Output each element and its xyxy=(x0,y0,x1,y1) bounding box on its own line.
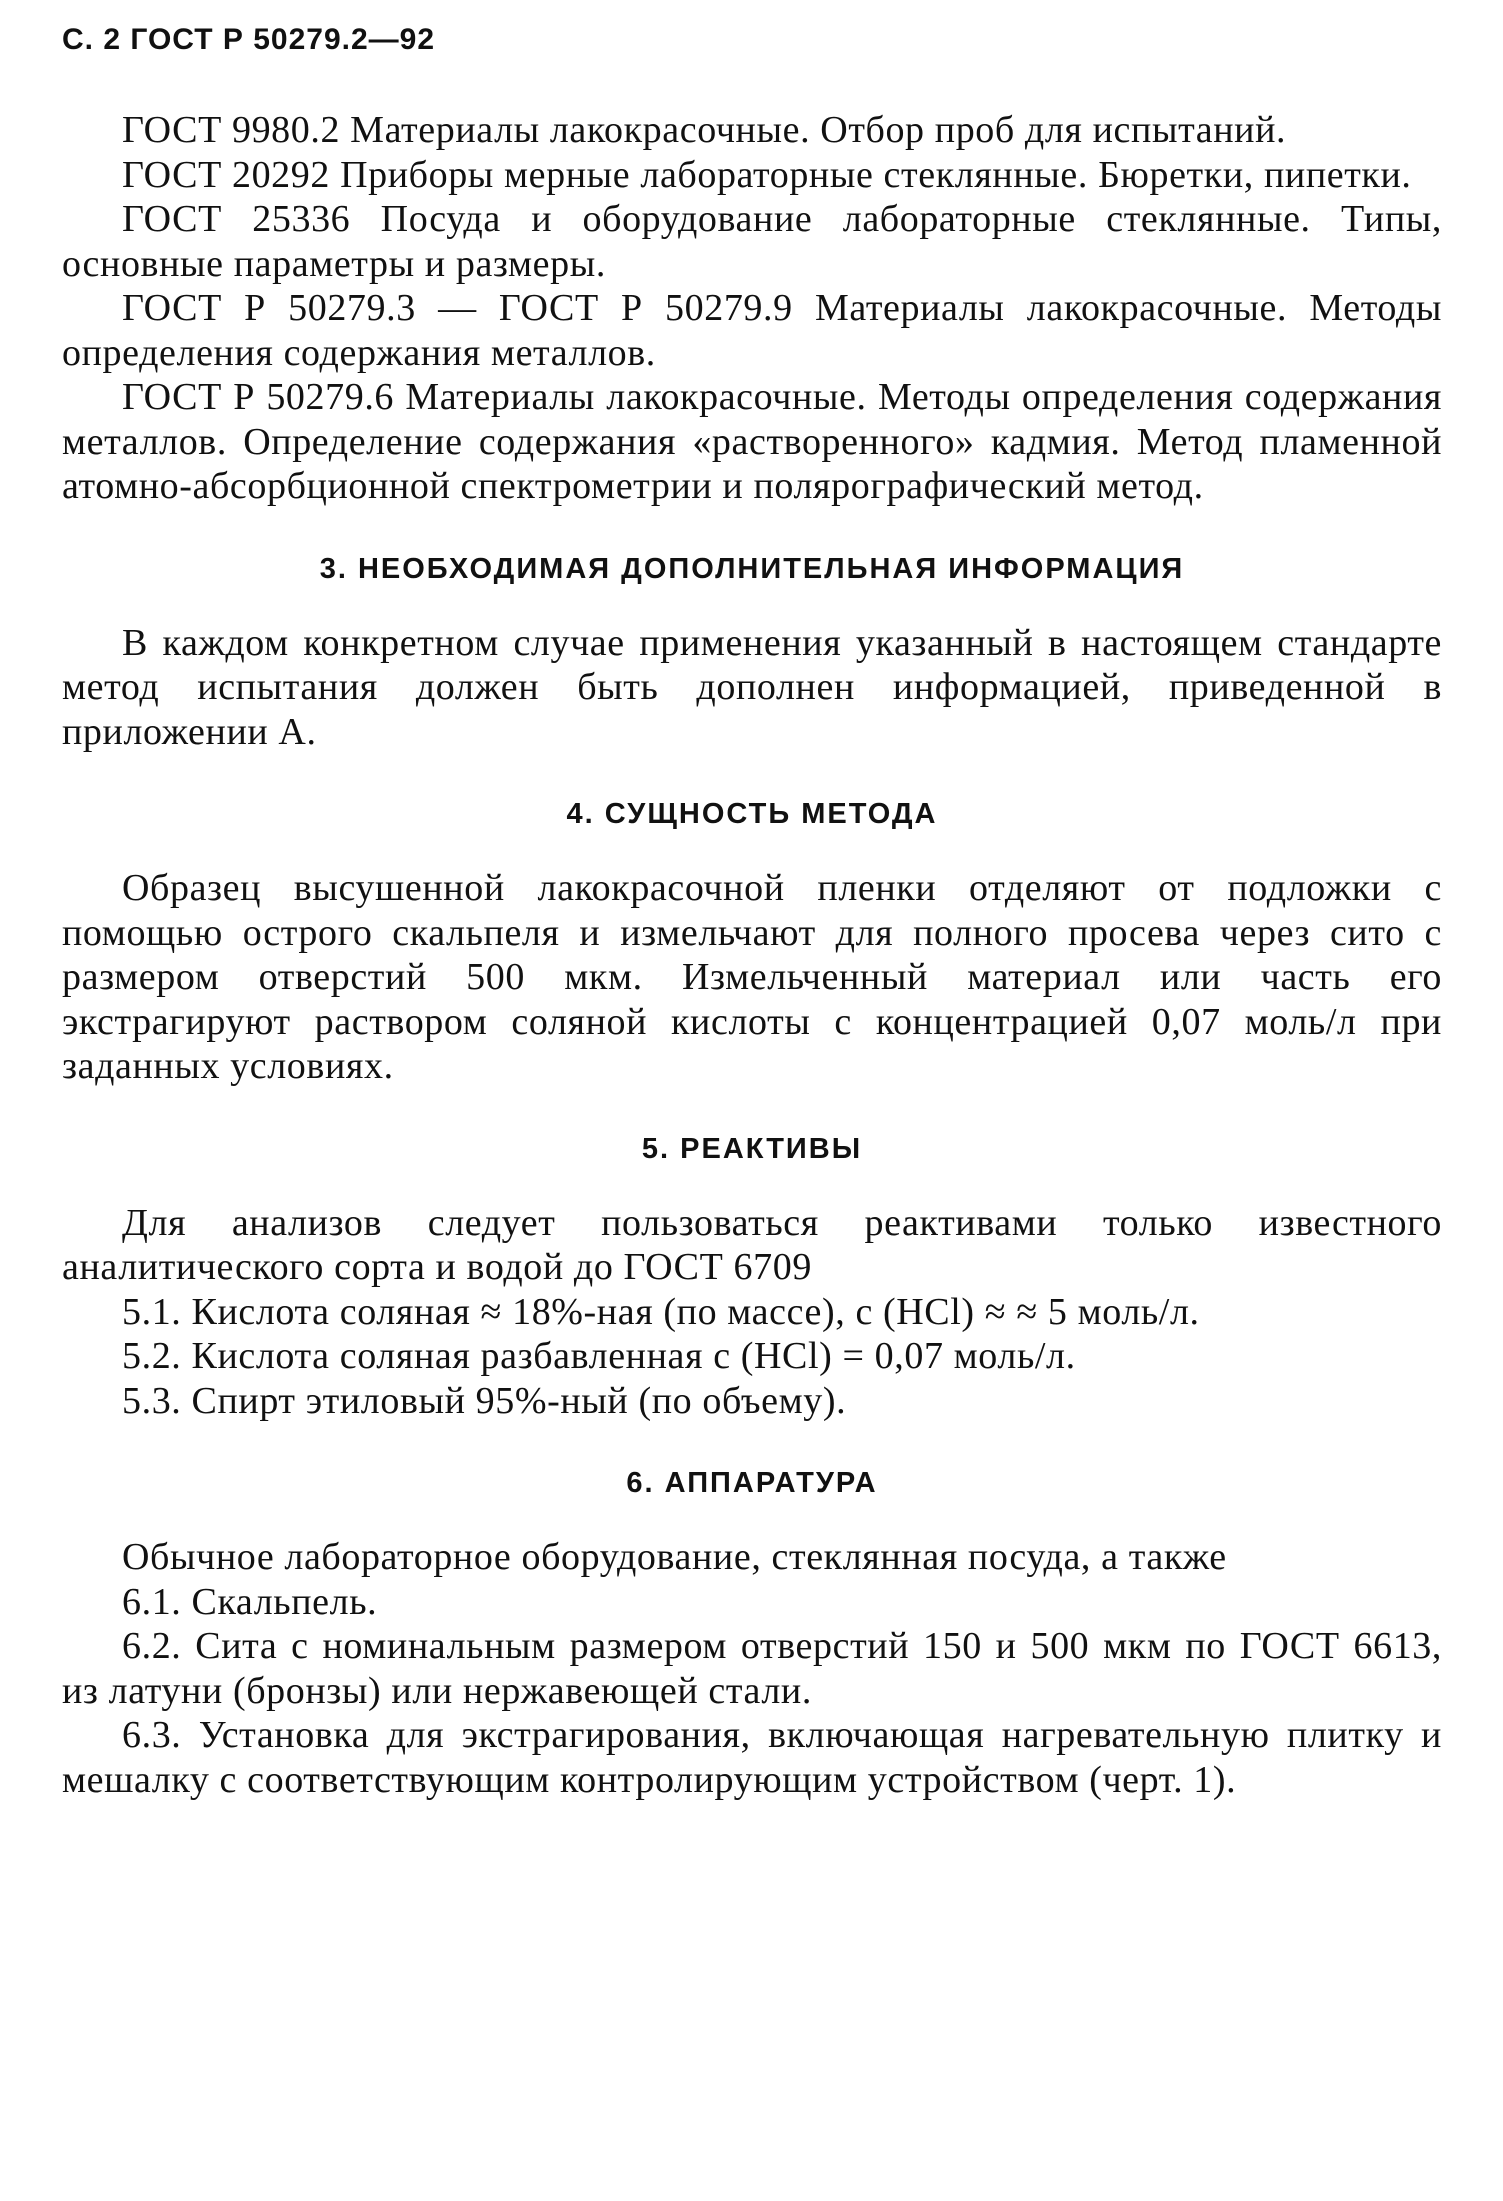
reference-item: ГОСТ Р 50279.3 — ГОСТ Р 50279.9 Материалы лакокрасочные. Методы определения содержания металлов. xyxy=(62,287,1442,374)
reference-item: ГОСТ 25336 Посуда и оборудование лабораторные стеклянные. Типы, основные параметры и размеры. xyxy=(62,198,1442,285)
running-head: С. 2 ГОСТ Р 50279.2—92 xyxy=(62,23,436,56)
section-3-text: В каждом конкретном случае применения указанный в настоящем стандарте метод испытания должен быть дополнен информацией, приведенной в приложении А. xyxy=(62,621,1442,753)
reference-item: ГОСТ Р 50279.6 Материалы лакокрасочные. Методы определения содержания металлов. Определение содержания «растворенного» кадмия. Метод пламенной атомно-абсорбционной спектрометрии и полярографический метод. xyxy=(62,376,1442,507)
section-5-intro: Для анализов следует пользоваться реактивами только известного аналитического сорта и водой до ГОСТ 6709 xyxy=(62,1201,1442,1288)
document-page xyxy=(62,22,1442,1802)
section-5-item: 5.1. Кислота соляная ≈ 18%-ная (по массе), с (HCl) ≈ ≈ 5 моль/л. xyxy=(122,1290,1200,1333)
section-3-heading: 3. НЕОБХОДИМАЯ ДОПОЛНИТЕЛЬНАЯ ИНФОРМАЦИЯ xyxy=(319,552,1185,585)
section-6-item: 6.3. Установка для экстрагирования, включающая нагревательную плитку и мешалку с соответствующим контролирующим устройством (черт. 1). xyxy=(62,1714,1442,1801)
section-5-item: 5.2. Кислота соляная разбавленная с (HCl) = 0,07 моль/л. xyxy=(122,1335,1076,1377)
section-5-item: 5.3. Спирт этиловый 95%-ный (по объему). xyxy=(122,1379,847,1422)
normative-references-list xyxy=(62,108,1442,509)
reference-item: ГОСТ 9980.2 Материалы лакокрасочные. Отбор проб для испытаний. xyxy=(122,109,1287,151)
section-4-heading: 4. СУЩНОСТЬ МЕТОДА xyxy=(566,798,938,830)
section-6-heading: 6. АППАРАТУРА xyxy=(626,1467,878,1499)
section-4-text: Образец высушенной лакокрасочной пленки отделяют от подложки с помощью острого скальпеля и измельчают для полного просева через сито с размером отверстий 500 мкм. Измельченный материал или часть его экстрагируют раствором соляной кислоты с концентрацией 0,07 моль/л при заданных условиях. xyxy=(62,867,1442,1087)
section-6-intro: Обычное лабораторное оборудование, стеклянная посуда, а также xyxy=(122,1536,1227,1578)
section-5-heading: 5. РЕАКТИВЫ xyxy=(641,1132,863,1165)
section-6-item: 6.2. Сита с номинальным размером отверстий 150 и 500 мкм по ГОСТ 6613, из латуни (бронзы) или нержавеющей стали. xyxy=(62,1625,1442,1712)
reference-item: ГОСТ 20292 Приборы мерные лабораторные стеклянные. Бюретки, пипетки. xyxy=(122,153,1412,196)
section-6-item: 6.1. Скальпель. xyxy=(122,1580,378,1623)
